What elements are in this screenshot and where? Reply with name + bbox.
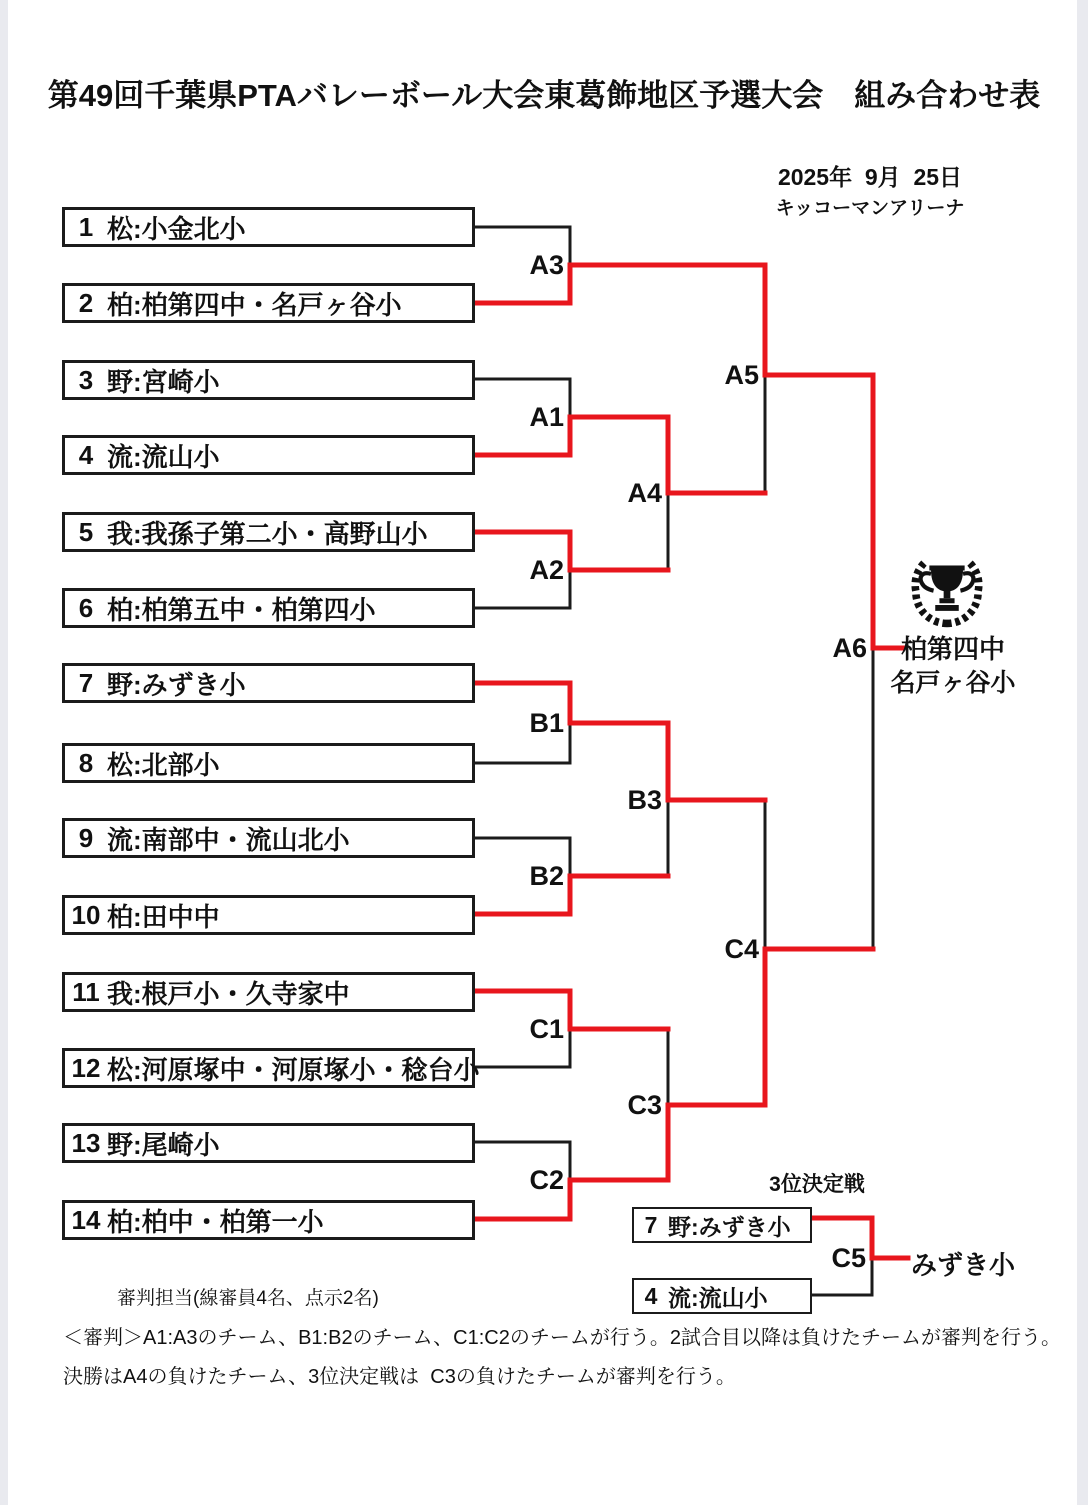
match-label-c2: C2 xyxy=(529,1165,564,1195)
team-box-14 xyxy=(62,1200,475,1240)
team-seed: 11 xyxy=(72,976,100,1007)
match-label-a4: A4 xyxy=(627,478,662,508)
team-seed: 13 xyxy=(71,1127,101,1158)
team-seed: 2 xyxy=(78,287,94,318)
referee-note-3: 決勝はA4の負けたチーム、3位決定戦は C3の負けたチームが審判を行う。 xyxy=(63,1366,736,1388)
team-name: 松:北部小 xyxy=(107,749,220,780)
champion-name-line1: 柏第四中 xyxy=(900,634,1005,664)
team-seed: 14 xyxy=(71,1204,101,1235)
page-title: 第49回千葉県PTAバレーボール大会東葛飾地区予選大会 組み合わせ表 xyxy=(47,78,1041,113)
third-place-heading: 3位決定戦 xyxy=(769,1173,865,1196)
team-name: 柏:田中中 xyxy=(107,901,220,932)
match-label-b3: B3 xyxy=(627,785,662,815)
team-box-6 xyxy=(62,588,475,628)
match-label-c4: C4 xyxy=(724,934,759,964)
third-place-winner: みずき小 xyxy=(911,1250,1016,1280)
team-box-4 xyxy=(62,435,475,475)
team-seed: 12 xyxy=(71,1052,101,1083)
team-box-2 xyxy=(62,283,475,323)
team-name: 我:我孫子第二小・高野山小 xyxy=(107,518,428,549)
team-box-7 xyxy=(62,663,475,703)
team-box-8 xyxy=(62,743,475,783)
match-label-b1: B1 xyxy=(529,708,564,738)
match-label-b2: B2 xyxy=(529,861,564,891)
event-venue: キッコーマンアリーナ xyxy=(775,198,965,219)
team-box-9 xyxy=(62,818,475,858)
match-label-a5: A5 xyxy=(724,360,759,390)
team-name: 流:南部中・流山北小 xyxy=(107,824,350,855)
referee-note-2: ＜審判＞A1:A3のチーム、B1:B2のチーム、C1:C2のチームが行う。2試合目以降は負けたチームが審判を行う。 xyxy=(63,1327,1061,1349)
team-box-12 xyxy=(62,1048,480,1088)
team-name: 流:流山小 xyxy=(107,441,220,472)
match-label-a6: A6 xyxy=(832,633,867,663)
team-name: 我:根戸小・久寺家中 xyxy=(107,978,350,1009)
team-name: 松:小金北小 xyxy=(107,213,246,244)
team-seed: 5 xyxy=(78,516,94,547)
team-name: 野:みずき小 xyxy=(107,669,246,700)
team-box-5 xyxy=(62,512,475,552)
referee-note-1: 審判担当(線審員4名、点示2名) xyxy=(117,1288,379,1309)
team-seed: 1 xyxy=(78,211,94,242)
team-box-1 xyxy=(62,207,475,247)
team-seed: 9 xyxy=(78,822,94,853)
team-name: 柏:柏第五中・柏第四小 xyxy=(107,594,376,625)
team-name: 流:流山小 xyxy=(668,1284,768,1311)
team-seed: 4 xyxy=(78,439,94,470)
match-label-a2: A2 xyxy=(529,555,564,585)
team-name: 松:河原塚中・河原塚小・稔台小 xyxy=(107,1054,480,1085)
event-date: 2025年 9月 25日 xyxy=(777,164,963,190)
team-seed: 7 xyxy=(78,667,94,698)
team-name: 柏:柏中・柏第一小 xyxy=(107,1206,324,1237)
match-label-a1: A1 xyxy=(529,402,564,432)
team-seed: 6 xyxy=(78,592,94,623)
champion-name-line2: 名戸ヶ谷小 xyxy=(890,669,1016,697)
team-box-10 xyxy=(62,895,475,935)
match-label-c5: C5 xyxy=(831,1243,866,1273)
playoff-box-4 xyxy=(632,1278,812,1314)
team-box-3 xyxy=(62,360,475,400)
match-label-c1: C1 xyxy=(529,1014,564,1044)
trophy-laurel-icon xyxy=(905,550,989,628)
team-seed: 3 xyxy=(78,364,94,395)
team-name: 野:みずき小 xyxy=(668,1213,791,1240)
champion-block xyxy=(877,632,1029,700)
team-seed: 7 xyxy=(644,1211,658,1238)
team-name: 野:宮崎小 xyxy=(107,366,220,397)
playoff-box-7 xyxy=(632,1207,812,1243)
match-label-a3: A3 xyxy=(529,250,564,280)
team-name: 柏:柏第四中・名戸ヶ谷小 xyxy=(107,289,402,320)
team-box-13 xyxy=(62,1123,475,1163)
team-seed: 8 xyxy=(78,747,94,778)
team-seed: 10 xyxy=(71,899,101,930)
match-label-c3: C3 xyxy=(627,1090,662,1120)
team-box-11 xyxy=(62,972,475,1012)
team-seed: 4 xyxy=(644,1282,658,1309)
team-name: 野:尾崎小 xyxy=(107,1129,220,1160)
